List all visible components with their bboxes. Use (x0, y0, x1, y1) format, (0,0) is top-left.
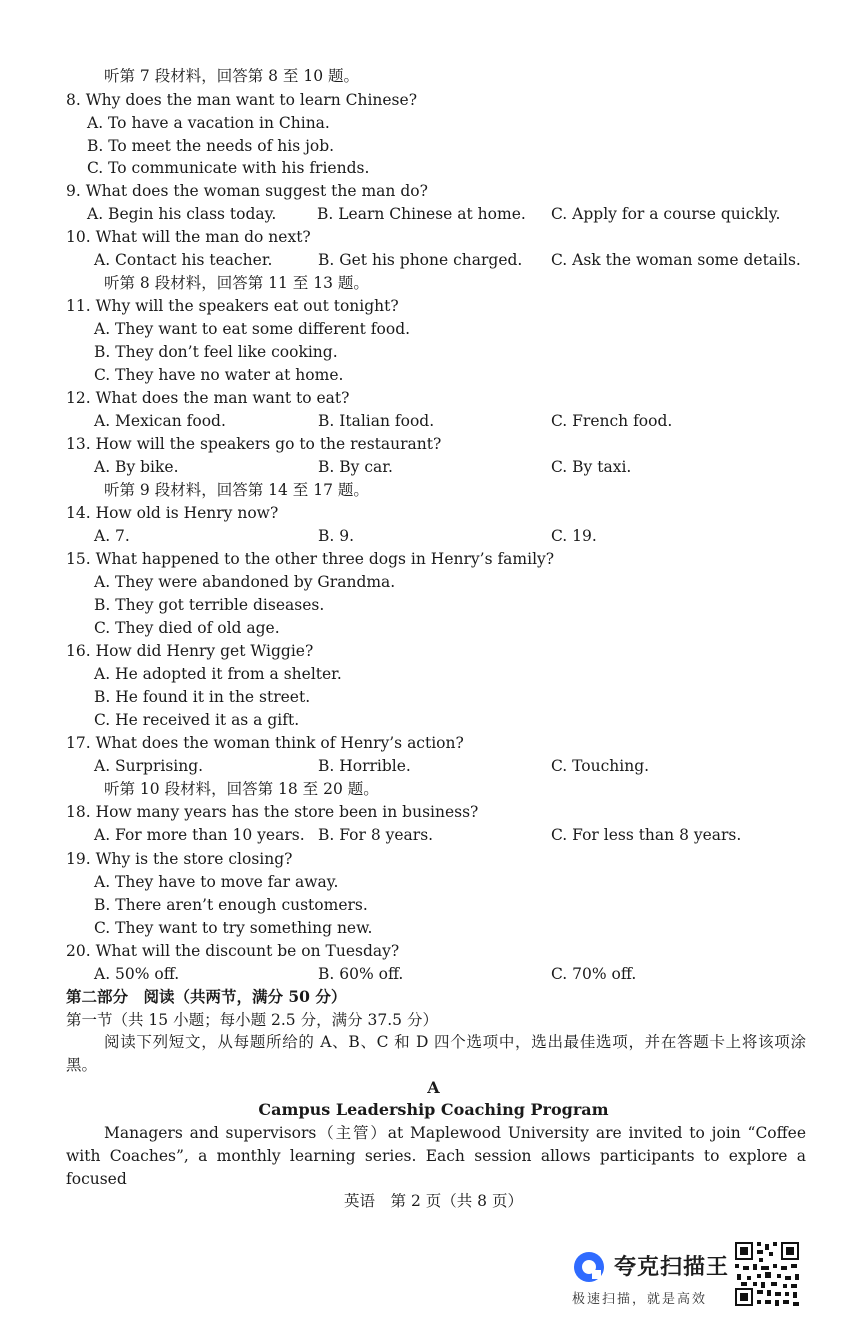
q18-option-a: A. For more than 10 years. (94, 826, 305, 844)
question-8: 8. Why does the man want to learn Chinese? (66, 91, 417, 109)
qr-code-icon (733, 1240, 801, 1308)
q13-option-b: B. By car. (318, 458, 393, 476)
question-16: 16. How did Henry get Wiggie? (66, 642, 314, 660)
q15-option-a: A. They were abandoned by Grandma. (94, 573, 396, 591)
q19-option-a: A. They have to move far away. (94, 873, 339, 891)
question-19: 19. Why is the store closing? (66, 850, 293, 868)
q8-option-a: A. To have a vacation in China. (87, 114, 330, 132)
question-11: 11. Why will the speakers eat out tonight? (66, 297, 399, 315)
scanner-watermark (572, 1246, 732, 1306)
page-footer: 英语 第 2 页（共 8 页） (344, 1192, 523, 1210)
section-8-instruction: 听第 8 段材料，回答第 11 至 13 题。 (104, 274, 369, 292)
q12-option-c: C. French food. (551, 412, 673, 430)
question-10: 10. What will the man do next? (66, 228, 311, 246)
q19-option-c: C. They want to try something new. (94, 919, 373, 937)
q8-option-c: C. To communicate with his friends. (87, 159, 370, 177)
section-7-instruction: 听第 7 段材料，回答第 8 至 10 题。 (104, 67, 360, 85)
q10-option-c: C. Ask the woman some details. (551, 251, 801, 269)
q14-option-a: A. 7. (94, 527, 130, 545)
q11-option-a: A. They want to eat some different food. (94, 320, 411, 338)
question-20: 20. What will the discount be on Tuesday? (66, 942, 400, 960)
q9-option-c: C. Apply for a course quickly. (551, 205, 781, 223)
question-13: 13. How will the speakers go to the restaurant? (66, 435, 442, 453)
question-15: 15. What happened to the other three dogs in Henry’s family? (66, 550, 555, 568)
q18-option-b: B. For 8 years. (318, 826, 434, 844)
q20-option-c: C. 70% off. (551, 965, 637, 983)
q12-option-b: B. Italian food. (318, 412, 435, 430)
quark-logo-icon (572, 1250, 606, 1284)
section-9-instruction: 听第 9 段材料，回答第 14 至 17 题。 (104, 481, 369, 499)
q17-option-a: A. Surprising. (94, 757, 204, 775)
q9-option-a: A. Begin his class today. (87, 205, 277, 223)
q10-option-b: B. Get his phone charged. (318, 251, 523, 269)
part-2-heading: 第二部分 阅读（共两节，满分 50 分） (66, 987, 347, 1006)
q17-option-b: B. Horrible. (318, 757, 411, 775)
q18-option-c: C. For less than 8 years. (551, 826, 742, 844)
reading-instruction: 阅读下列短文，从每题所给的 A、B、C 和 D 四个选项中，选出最佳选项，并在答题卡上将该项涂黑。 (66, 1033, 806, 1074)
q19-option-b: B. There aren’t enough customers. (94, 896, 368, 914)
question-14: 14. How old is Henry now? (66, 504, 279, 522)
passage-title: Campus Leadership Coaching Program (258, 1100, 609, 1119)
section-10-instruction: 听第 10 段材料，回答第 18 至 20 题。 (104, 780, 379, 798)
watermark-brand: 夸克扫描王 (614, 1255, 730, 1280)
q16-option-a: A. He adopted it from a shelter. (94, 665, 342, 683)
q20-option-a: A. 50% off. (94, 965, 180, 983)
q12-option-a: A. Mexican food. (94, 412, 226, 430)
question-18: 18. How many years has the store been in business? (66, 803, 479, 821)
passage-letter: A (427, 1078, 440, 1097)
question-17: 17. What does the woman think of Henry’s action? (66, 734, 464, 752)
q15-option-b: B. They got terrible diseases. (94, 596, 325, 614)
q11-option-b: B. They don’t feel like cooking. (94, 343, 338, 361)
q15-option-c: C. They died of old age. (94, 619, 280, 637)
q13-option-c: C. By taxi. (551, 458, 632, 476)
q14-option-c: C. 19. (551, 527, 597, 545)
q8-option-b: B. To meet the needs of his job. (87, 137, 335, 155)
part-2-section-1-heading: 第一节（共 15 小题；每小题 2.5 分，满分 37.5 分） (66, 1011, 438, 1029)
question-12: 12. What does the man want to eat? (66, 389, 350, 407)
q16-option-b: B. He found it in the street. (94, 688, 311, 706)
q14-option-b: B. 9. (318, 527, 355, 545)
q17-option-c: C. Touching. (551, 757, 650, 775)
passage-paragraph: Managers and supervisors（主管）at Maplewood University are invited to join “Coffee with Coaches”, a monthly learning series. Each session allows participants to explore a focused (66, 1124, 806, 1188)
watermark-slogan: 极速扫描，就是高效 (572, 1292, 708, 1307)
q9-option-b: B. Learn Chinese at home. (317, 205, 526, 223)
q16-option-c: C. He received it as a gift. (94, 711, 300, 729)
question-9: 9. What does the woman suggest the man do? (66, 182, 428, 200)
q10-option-a: A. Contact his teacher. (94, 251, 273, 269)
q20-option-b: B. 60% off. (318, 965, 404, 983)
q13-option-a: A. By bike. (94, 458, 179, 476)
q11-option-c: C. They have no water at home. (94, 366, 344, 384)
